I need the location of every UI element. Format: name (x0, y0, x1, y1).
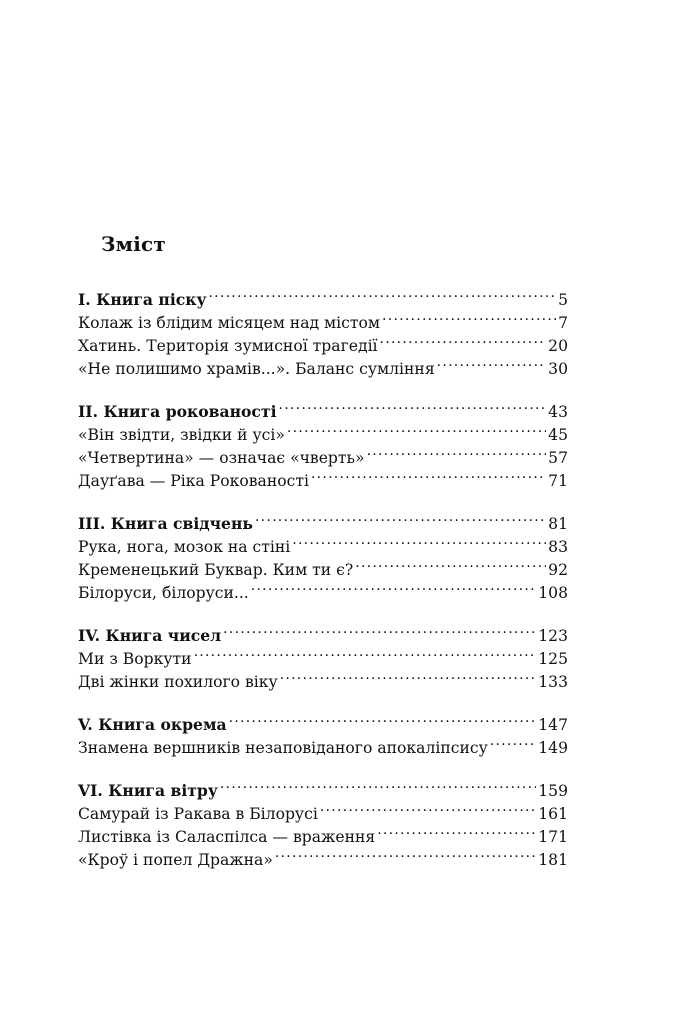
dot-leader (275, 842, 536, 865)
toc-page-number: 133 (538, 673, 568, 691)
toc-section-heading (78, 773, 568, 800)
toc-page-number: 161 (538, 805, 568, 823)
toc-entry-label: Хатинь. Територія зумисної трагедії (78, 337, 378, 355)
toc-page-number: 7 (558, 314, 568, 332)
toc-page-number: 81 (548, 515, 568, 533)
toc-heading-label: VI. Книга вітру (78, 781, 218, 800)
toc-section (78, 618, 568, 691)
dot-leader (229, 707, 537, 730)
toc-entry-label: «Кроў і попел Дражна» (78, 851, 273, 869)
toc-page-number: 149 (538, 739, 568, 757)
toc-page-number: 5 (558, 291, 568, 309)
toc-entry-label: Білоруси, білоруси... (78, 584, 249, 602)
toc-section (78, 707, 568, 757)
toc-entry-label: Знамена вершників незаповіданого апокаліпсису (78, 739, 488, 757)
dot-leader (279, 394, 547, 417)
toc-page-number: 92 (548, 561, 568, 579)
toc-section-heading (78, 394, 568, 421)
toc-heading-label: II. Книга рокованості (78, 402, 277, 421)
toc-entry-label: Кременецький Буквар. Ким ти є? (78, 561, 354, 579)
toc-page-number: 181 (538, 851, 568, 869)
dot-leader (194, 641, 537, 664)
toc-page-number: 159 (538, 782, 568, 800)
toc-page-number: 57 (548, 449, 568, 467)
toc-section-heading (78, 282, 568, 309)
dot-leader (280, 664, 537, 687)
dot-leader (320, 796, 536, 819)
dot-leader (292, 529, 546, 552)
toc-section (78, 506, 568, 602)
dot-leader (287, 417, 546, 440)
dot-leader (380, 328, 547, 351)
dot-leader (367, 440, 547, 463)
toc-page-number: 147 (538, 716, 568, 734)
toc-page-number: 171 (538, 828, 568, 846)
toc-heading-label: III. Книга свідчень (78, 514, 253, 533)
toc-page-number: 125 (538, 650, 568, 668)
toc-entry-label: Листівка із Саласпілса — враження (78, 828, 376, 846)
table-of-contents (78, 282, 568, 885)
toc-section (78, 394, 568, 490)
toc-page-number: 108 (538, 584, 568, 602)
dot-leader (251, 575, 536, 598)
toc-page-number: 71 (548, 472, 568, 490)
toc-page-number: 43 (548, 403, 568, 421)
toc-entry-label: Колаж із блідим місяцем над містом (78, 314, 381, 332)
dot-leader (255, 506, 546, 529)
toc-entry-label: Ми з Воркути (78, 650, 192, 668)
dot-leader (208, 282, 556, 305)
toc-entry-label: Дві жінки похилого віку (78, 673, 278, 691)
toc-heading-label: V. Книга окрема (78, 715, 227, 734)
toc-heading-label: IV. Книга чисел (78, 626, 222, 645)
toc-entry-label: «Не полишимо храмів...». Баланс сумління (78, 360, 435, 378)
toc-page-number: 83 (548, 538, 568, 556)
toc-heading-label: I. Книга піску (78, 290, 207, 309)
page-title: Зміст (101, 232, 166, 256)
toc-entry-label: Рука, нога, мозок на стіні (78, 538, 291, 556)
toc-page-number: 30 (548, 360, 568, 378)
dot-leader (311, 463, 546, 486)
toc-page-number: 45 (548, 426, 568, 444)
toc-section-heading (78, 618, 568, 645)
toc-section-heading (78, 506, 568, 533)
toc-entry-label: Самурай із Ракава в Білорусі (78, 805, 318, 823)
dot-leader (355, 552, 546, 575)
toc-entry-label: Дауґава — Ріка Рокованості (78, 472, 309, 490)
toc-entry-label: «Четвертина» — означає «чверть» (78, 449, 365, 467)
dot-leader (382, 305, 556, 328)
dot-leader (220, 773, 536, 796)
dot-leader (377, 819, 536, 842)
toc-page-number: 123 (538, 627, 568, 645)
dot-leader (437, 351, 546, 374)
toc-section (78, 282, 568, 378)
toc-section (78, 773, 568, 869)
toc-section-heading (78, 707, 568, 734)
toc-page-number: 20 (548, 337, 568, 355)
toc-entry-label: «Він звідти, звідки й усі» (78, 426, 285, 444)
dot-leader (223, 618, 536, 641)
dot-leader (490, 730, 536, 753)
